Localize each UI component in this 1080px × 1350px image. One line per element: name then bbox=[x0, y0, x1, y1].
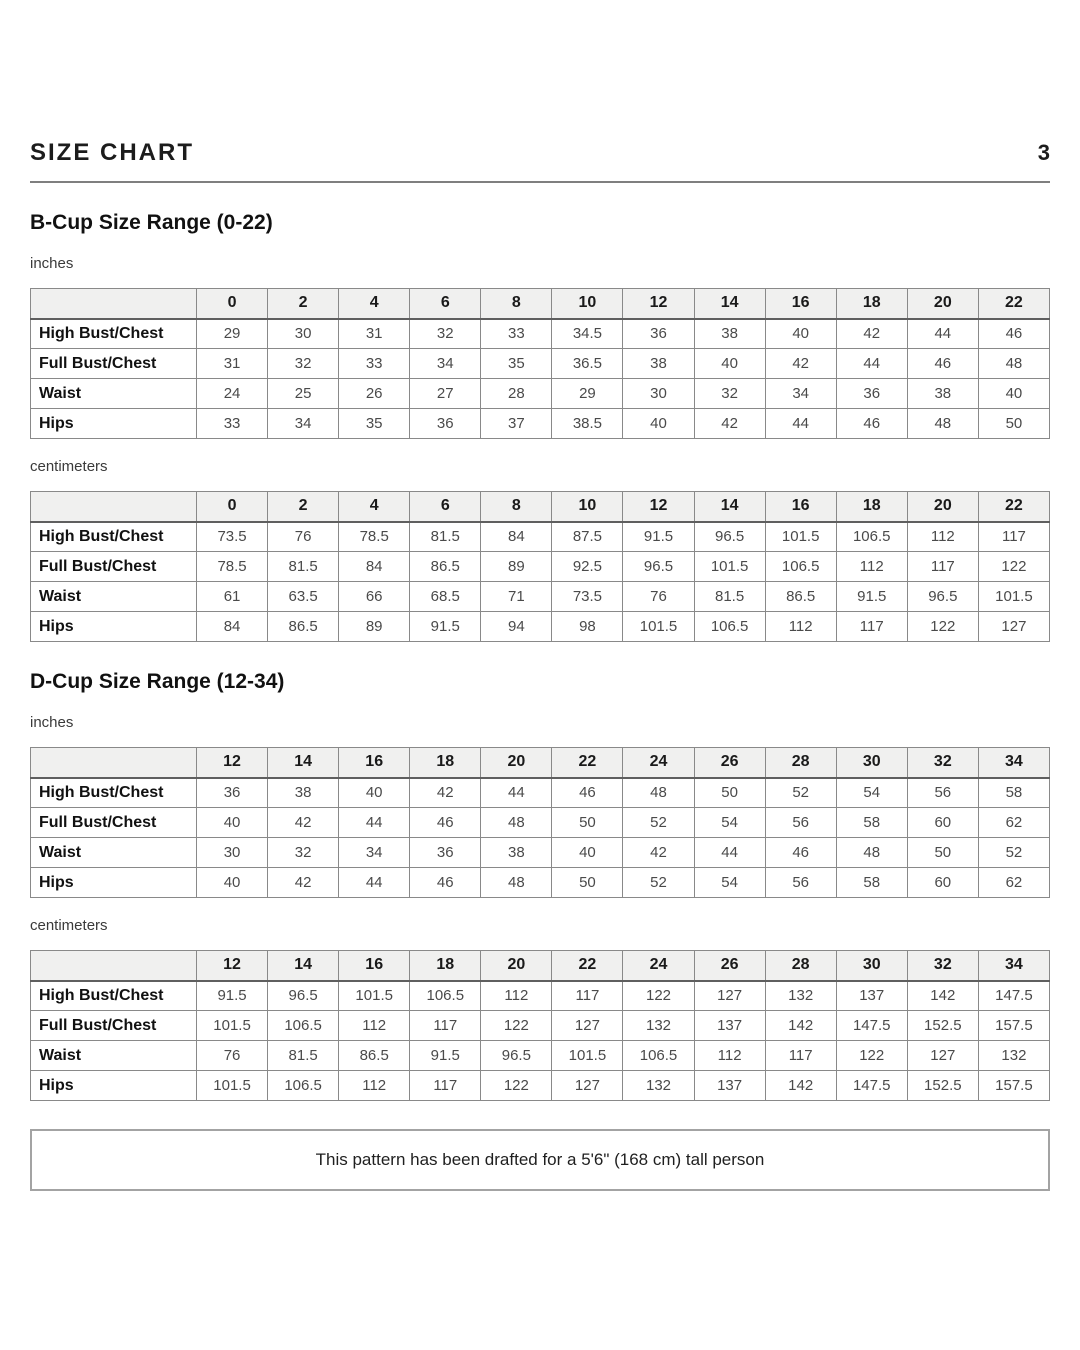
measurement-value-cell: 101.5 bbox=[694, 552, 765, 582]
size-header-cell: 10 bbox=[552, 289, 623, 319]
measurement-value-cell: 89 bbox=[339, 612, 410, 642]
size-header-cell: 14 bbox=[694, 492, 765, 522]
measurement-value-cell: 76 bbox=[623, 582, 694, 612]
measurement-value-cell: 117 bbox=[410, 1071, 481, 1101]
measurement-value-cell: 117 bbox=[978, 522, 1049, 552]
measurement-value-cell: 127 bbox=[552, 1011, 623, 1041]
size-header-cell: 12 bbox=[623, 492, 694, 522]
measurement-value-cell: 101.5 bbox=[339, 981, 410, 1011]
measurement-value-cell: 86.5 bbox=[268, 612, 339, 642]
measurement-value-cell: 40 bbox=[765, 319, 836, 349]
measurement-value-cell: 56 bbox=[765, 868, 836, 898]
measurement-value-cell: 73.5 bbox=[197, 522, 268, 552]
size-header-cell: 20 bbox=[907, 289, 978, 319]
measurement-row bbox=[31, 522, 1050, 552]
d-cup-centimeters-table bbox=[30, 950, 1050, 1101]
measurement-row bbox=[31, 612, 1050, 642]
measurement-value-cell: 46 bbox=[765, 838, 836, 868]
measurement-value-cell: 117 bbox=[907, 552, 978, 582]
measurement-value-cell: 42 bbox=[623, 838, 694, 868]
measurement-label: Full Bust/Chest bbox=[31, 349, 197, 379]
size-header-cell: 2 bbox=[268, 492, 339, 522]
measurement-value-cell: 132 bbox=[623, 1011, 694, 1041]
size-header-row bbox=[31, 748, 1050, 778]
b-cup-centimeters-table bbox=[30, 491, 1050, 642]
measurement-value-cell: 142 bbox=[765, 1011, 836, 1041]
measurement-value-cell: 66 bbox=[339, 582, 410, 612]
measurement-value-cell: 112 bbox=[907, 522, 978, 552]
measurement-value-cell: 46 bbox=[410, 808, 481, 838]
measurement-value-cell: 101.5 bbox=[978, 582, 1049, 612]
measurement-value-cell: 86.5 bbox=[765, 582, 836, 612]
measurement-value-cell: 36 bbox=[836, 379, 907, 409]
measurement-value-cell: 42 bbox=[410, 778, 481, 808]
measurement-value-cell: 81.5 bbox=[694, 582, 765, 612]
measurement-label: High Bust/Chest bbox=[31, 319, 197, 349]
measurement-value-cell: 34.5 bbox=[552, 319, 623, 349]
measurement-value-cell: 38 bbox=[623, 349, 694, 379]
measurement-value-cell: 44 bbox=[907, 319, 978, 349]
measurement-value-cell: 26 bbox=[339, 379, 410, 409]
measurement-value-cell: 48 bbox=[623, 778, 694, 808]
measurement-value-cell: 44 bbox=[765, 409, 836, 439]
size-header-cell: 4 bbox=[339, 492, 410, 522]
size-header-cell: 20 bbox=[907, 492, 978, 522]
measurement-value-cell: 36.5 bbox=[552, 349, 623, 379]
measurement-value-cell: 76 bbox=[197, 1041, 268, 1071]
measurement-value-cell: 35 bbox=[481, 349, 552, 379]
measurement-value-cell: 60 bbox=[907, 808, 978, 838]
measurement-value-cell: 142 bbox=[907, 981, 978, 1011]
measurement-value-cell: 122 bbox=[481, 1011, 552, 1041]
measurement-value-cell: 122 bbox=[481, 1071, 552, 1101]
measurement-row bbox=[31, 778, 1050, 808]
size-header-cell: 16 bbox=[339, 748, 410, 778]
measurement-value-cell: 101.5 bbox=[623, 612, 694, 642]
measurement-value-cell: 42 bbox=[268, 868, 339, 898]
measurement-value-cell: 84 bbox=[197, 612, 268, 642]
measurement-value-cell: 52 bbox=[623, 808, 694, 838]
measurement-value-cell: 132 bbox=[978, 1041, 1049, 1071]
measurement-row bbox=[31, 1011, 1050, 1041]
measurement-value-cell: 42 bbox=[268, 808, 339, 838]
measurement-value-cell: 56 bbox=[765, 808, 836, 838]
measurement-value-cell: 58 bbox=[836, 808, 907, 838]
measurement-value-cell: 34 bbox=[339, 838, 410, 868]
measurement-value-cell: 81.5 bbox=[410, 522, 481, 552]
size-header-cell: 32 bbox=[907, 748, 978, 778]
size-header-cell: 30 bbox=[836, 951, 907, 981]
measurement-value-cell: 36 bbox=[410, 409, 481, 439]
measurement-value-cell: 36 bbox=[410, 838, 481, 868]
measurement-value-cell: 38 bbox=[268, 778, 339, 808]
measurement-label: Hips bbox=[31, 868, 197, 898]
measurement-value-cell: 63.5 bbox=[268, 582, 339, 612]
unit-label-d-centimeters: centimeters bbox=[30, 917, 108, 934]
measurement-value-cell: 40 bbox=[694, 349, 765, 379]
measurement-value-cell: 50 bbox=[907, 838, 978, 868]
measurement-value-cell: 157.5 bbox=[978, 1071, 1049, 1101]
measurement-value-cell: 122 bbox=[907, 612, 978, 642]
size-header-cell: 22 bbox=[978, 289, 1049, 319]
corner-cell bbox=[31, 492, 197, 522]
measurement-value-cell: 91.5 bbox=[197, 981, 268, 1011]
measurement-row bbox=[31, 552, 1050, 582]
measurement-value-cell: 96.5 bbox=[907, 582, 978, 612]
measurement-value-cell: 137 bbox=[836, 981, 907, 1011]
measurement-value-cell: 33 bbox=[481, 319, 552, 349]
measurement-value-cell: 40 bbox=[339, 778, 410, 808]
measurement-value-cell: 96.5 bbox=[623, 552, 694, 582]
measurement-value-cell: 147.5 bbox=[836, 1011, 907, 1041]
measurement-value-cell: 81.5 bbox=[268, 1041, 339, 1071]
measurement-value-cell: 50 bbox=[552, 868, 623, 898]
measurement-value-cell: 50 bbox=[552, 808, 623, 838]
measurement-value-cell: 91.5 bbox=[410, 612, 481, 642]
measurement-value-cell: 101.5 bbox=[552, 1041, 623, 1071]
measurement-label: Full Bust/Chest bbox=[31, 1011, 197, 1041]
size-header-cell: 8 bbox=[481, 492, 552, 522]
measurement-value-cell: 117 bbox=[552, 981, 623, 1011]
size-header-cell: 14 bbox=[268, 951, 339, 981]
measurement-value-cell: 127 bbox=[978, 612, 1049, 642]
measurement-value-cell: 112 bbox=[481, 981, 552, 1011]
measurement-value-cell: 48 bbox=[481, 868, 552, 898]
page-title: SIZE CHART bbox=[30, 139, 194, 166]
measurement-label: Waist bbox=[31, 582, 197, 612]
size-header-cell: 26 bbox=[694, 951, 765, 981]
measurement-row bbox=[31, 838, 1050, 868]
measurement-value-cell: 46 bbox=[552, 778, 623, 808]
size-header-cell: 28 bbox=[765, 748, 836, 778]
measurement-value-cell: 34 bbox=[765, 379, 836, 409]
measurement-value-cell: 48 bbox=[481, 808, 552, 838]
measurement-value-cell: 101.5 bbox=[197, 1071, 268, 1101]
measurement-value-cell: 40 bbox=[197, 808, 268, 838]
measurement-value-cell: 122 bbox=[623, 981, 694, 1011]
measurement-value-cell: 81.5 bbox=[268, 552, 339, 582]
measurement-value-cell: 112 bbox=[339, 1071, 410, 1101]
measurement-row bbox=[31, 981, 1050, 1011]
size-header-cell: 16 bbox=[765, 289, 836, 319]
measurement-value-cell: 122 bbox=[978, 552, 1049, 582]
size-header-row bbox=[31, 289, 1050, 319]
measurement-value-cell: 132 bbox=[623, 1071, 694, 1101]
measurement-value-cell: 29 bbox=[552, 379, 623, 409]
measurement-value-cell: 157.5 bbox=[978, 1011, 1049, 1041]
size-header-cell: 10 bbox=[552, 492, 623, 522]
measurement-value-cell: 28 bbox=[481, 379, 552, 409]
size-header-cell: 0 bbox=[197, 492, 268, 522]
measurement-value-cell: 101.5 bbox=[765, 522, 836, 552]
size-header-cell: 32 bbox=[907, 951, 978, 981]
measurement-value-cell: 54 bbox=[694, 868, 765, 898]
d-cup-inches-table bbox=[30, 747, 1050, 898]
measurement-label: Hips bbox=[31, 1071, 197, 1101]
measurement-value-cell: 44 bbox=[339, 868, 410, 898]
size-header-cell: 18 bbox=[410, 748, 481, 778]
section-d-cup bbox=[30, 669, 1050, 1101]
measurement-value-cell: 56 bbox=[907, 778, 978, 808]
measurement-value-cell: 32 bbox=[268, 838, 339, 868]
measurement-value-cell: 98 bbox=[552, 612, 623, 642]
size-header-cell: 20 bbox=[481, 951, 552, 981]
measurement-value-cell: 38.5 bbox=[552, 409, 623, 439]
measurement-row bbox=[31, 379, 1050, 409]
size-header-cell: 14 bbox=[694, 289, 765, 319]
measurement-value-cell: 27 bbox=[410, 379, 481, 409]
measurement-label: Waist bbox=[31, 838, 197, 868]
measurement-value-cell: 96.5 bbox=[481, 1041, 552, 1071]
size-header-cell: 34 bbox=[978, 748, 1049, 778]
measurement-value-cell: 61 bbox=[197, 582, 268, 612]
measurement-value-cell: 96.5 bbox=[694, 522, 765, 552]
size-header-cell: 28 bbox=[765, 951, 836, 981]
measurement-value-cell: 62 bbox=[978, 868, 1049, 898]
measurement-value-cell: 48 bbox=[907, 409, 978, 439]
measurement-value-cell: 54 bbox=[694, 808, 765, 838]
measurement-value-cell: 52 bbox=[623, 868, 694, 898]
measurement-value-cell: 89 bbox=[481, 552, 552, 582]
measurement-value-cell: 48 bbox=[978, 349, 1049, 379]
measurement-value-cell: 68.5 bbox=[410, 582, 481, 612]
measurement-label: Waist bbox=[31, 1041, 197, 1071]
measurement-value-cell: 50 bbox=[978, 409, 1049, 439]
header-rule bbox=[30, 181, 1050, 183]
measurement-value-cell: 48 bbox=[836, 838, 907, 868]
measurement-value-cell: 106.5 bbox=[268, 1071, 339, 1101]
section-b-cup bbox=[30, 210, 1050, 642]
measurement-value-cell: 31 bbox=[197, 349, 268, 379]
measurement-value-cell: 152.5 bbox=[907, 1011, 978, 1041]
section-heading-d-cup: D-Cup Size Range (12-34) bbox=[30, 670, 285, 693]
measurement-value-cell: 44 bbox=[339, 808, 410, 838]
measurement-value-cell: 42 bbox=[836, 319, 907, 349]
measurement-value-cell: 34 bbox=[410, 349, 481, 379]
size-header-cell: 34 bbox=[978, 951, 1049, 981]
measurement-value-cell: 137 bbox=[694, 1071, 765, 1101]
measurement-value-cell: 31 bbox=[339, 319, 410, 349]
measurement-value-cell: 40 bbox=[197, 868, 268, 898]
measurement-label: Waist bbox=[31, 379, 197, 409]
page-header bbox=[30, 140, 1050, 166]
measurement-value-cell: 36 bbox=[623, 319, 694, 349]
measurement-value-cell: 25 bbox=[268, 379, 339, 409]
measurement-value-cell: 44 bbox=[836, 349, 907, 379]
size-header-cell: 22 bbox=[552, 748, 623, 778]
measurement-value-cell: 106.5 bbox=[765, 552, 836, 582]
size-header-cell: 20 bbox=[481, 748, 552, 778]
measurement-value-cell: 40 bbox=[623, 409, 694, 439]
measurement-value-cell: 38 bbox=[907, 379, 978, 409]
height-note-text: This pattern has been drafted for a 5'6" (168 cm) tall person bbox=[315, 1150, 765, 1169]
measurement-value-cell: 24 bbox=[197, 379, 268, 409]
measurement-label: High Bust/Chest bbox=[31, 522, 197, 552]
measurement-value-cell: 152.5 bbox=[907, 1071, 978, 1101]
measurement-value-cell: 127 bbox=[552, 1071, 623, 1101]
measurement-value-cell: 106.5 bbox=[836, 522, 907, 552]
corner-cell bbox=[31, 289, 197, 319]
measurement-value-cell: 32 bbox=[268, 349, 339, 379]
measurement-value-cell: 42 bbox=[694, 409, 765, 439]
measurement-value-cell: 137 bbox=[694, 1011, 765, 1041]
size-header-cell: 16 bbox=[765, 492, 836, 522]
measurement-value-cell: 54 bbox=[836, 778, 907, 808]
measurement-value-cell: 127 bbox=[907, 1041, 978, 1071]
size-header-row bbox=[31, 492, 1050, 522]
size-header-cell: 12 bbox=[197, 951, 268, 981]
measurement-value-cell: 32 bbox=[410, 319, 481, 349]
measurement-value-cell: 46 bbox=[907, 349, 978, 379]
measurement-label: Full Bust/Chest bbox=[31, 808, 197, 838]
size-header-cell: 6 bbox=[410, 289, 481, 319]
unit-label-d-inches: inches bbox=[30, 714, 74, 731]
size-header-cell: 0 bbox=[197, 289, 268, 319]
measurement-value-cell: 35 bbox=[339, 409, 410, 439]
measurement-value-cell: 73.5 bbox=[552, 582, 623, 612]
measurement-value-cell: 42 bbox=[765, 349, 836, 379]
measurement-value-cell: 112 bbox=[836, 552, 907, 582]
height-note-box bbox=[30, 1129, 1050, 1191]
measurement-value-cell: 132 bbox=[765, 981, 836, 1011]
measurement-value-cell: 106.5 bbox=[268, 1011, 339, 1041]
measurement-value-cell: 94 bbox=[481, 612, 552, 642]
measurement-value-cell: 29 bbox=[197, 319, 268, 349]
measurement-row bbox=[31, 1071, 1050, 1101]
size-header-cell: 24 bbox=[623, 748, 694, 778]
measurement-value-cell: 44 bbox=[481, 778, 552, 808]
measurement-row bbox=[31, 582, 1050, 612]
measurement-value-cell: 117 bbox=[836, 612, 907, 642]
size-header-cell: 18 bbox=[410, 951, 481, 981]
size-header-cell: 24 bbox=[623, 951, 694, 981]
section-heading-b-cup: B-Cup Size Range (0-22) bbox=[30, 211, 273, 234]
measurement-value-cell: 38 bbox=[481, 838, 552, 868]
measurement-row bbox=[31, 409, 1050, 439]
size-header-cell: 14 bbox=[268, 748, 339, 778]
measurement-value-cell: 30 bbox=[197, 838, 268, 868]
measurement-value-cell: 91.5 bbox=[623, 522, 694, 552]
size-header-row bbox=[31, 951, 1050, 981]
measurement-value-cell: 32 bbox=[694, 379, 765, 409]
size-header-cell: 2 bbox=[268, 289, 339, 319]
measurement-value-cell: 84 bbox=[481, 522, 552, 552]
measurement-value-cell: 91.5 bbox=[410, 1041, 481, 1071]
size-header-cell: 4 bbox=[339, 289, 410, 319]
measurement-value-cell: 52 bbox=[978, 838, 1049, 868]
measurement-value-cell: 46 bbox=[978, 319, 1049, 349]
size-header-cell: 26 bbox=[694, 748, 765, 778]
size-header-cell: 16 bbox=[339, 951, 410, 981]
measurement-value-cell: 127 bbox=[694, 981, 765, 1011]
measurement-value-cell: 46 bbox=[410, 868, 481, 898]
measurement-label: High Bust/Chest bbox=[31, 778, 197, 808]
size-header-cell: 22 bbox=[552, 951, 623, 981]
measurement-label: Hips bbox=[31, 409, 197, 439]
measurement-value-cell: 30 bbox=[623, 379, 694, 409]
measurement-value-cell: 78.5 bbox=[339, 522, 410, 552]
corner-cell bbox=[31, 748, 197, 778]
page-number: 3 bbox=[1037, 140, 1050, 165]
measurement-value-cell: 40 bbox=[552, 838, 623, 868]
measurement-value-cell: 33 bbox=[197, 409, 268, 439]
measurement-value-cell: 96.5 bbox=[268, 981, 339, 1011]
size-header-cell: 18 bbox=[836, 289, 907, 319]
measurement-value-cell: 117 bbox=[410, 1011, 481, 1041]
measurement-value-cell: 112 bbox=[339, 1011, 410, 1041]
measurement-row bbox=[31, 868, 1050, 898]
measurement-value-cell: 58 bbox=[836, 868, 907, 898]
size-header-cell: 8 bbox=[481, 289, 552, 319]
measurement-label: Full Bust/Chest bbox=[31, 552, 197, 582]
measurement-label: Hips bbox=[31, 612, 197, 642]
measurement-value-cell: 91.5 bbox=[836, 582, 907, 612]
measurement-value-cell: 76 bbox=[268, 522, 339, 552]
measurement-value-cell: 86.5 bbox=[410, 552, 481, 582]
measurement-value-cell: 92.5 bbox=[552, 552, 623, 582]
measurement-value-cell: 122 bbox=[836, 1041, 907, 1071]
measurement-value-cell: 34 bbox=[268, 409, 339, 439]
measurement-value-cell: 37 bbox=[481, 409, 552, 439]
measurement-value-cell: 60 bbox=[907, 868, 978, 898]
measurement-value-cell: 44 bbox=[694, 838, 765, 868]
size-header-cell: 12 bbox=[623, 289, 694, 319]
measurement-value-cell: 87.5 bbox=[552, 522, 623, 552]
size-header-cell: 12 bbox=[197, 748, 268, 778]
measurement-row bbox=[31, 319, 1050, 349]
measurement-value-cell: 40 bbox=[978, 379, 1049, 409]
measurement-value-cell: 106.5 bbox=[410, 981, 481, 1011]
measurement-value-cell: 38 bbox=[694, 319, 765, 349]
measurement-label: High Bust/Chest bbox=[31, 981, 197, 1011]
measurement-value-cell: 106.5 bbox=[694, 612, 765, 642]
size-header-cell: 22 bbox=[978, 492, 1049, 522]
measurement-value-cell: 62 bbox=[978, 808, 1049, 838]
measurement-value-cell: 86.5 bbox=[339, 1041, 410, 1071]
measurement-value-cell: 71 bbox=[481, 582, 552, 612]
measurement-value-cell: 147.5 bbox=[836, 1071, 907, 1101]
measurement-value-cell: 112 bbox=[765, 612, 836, 642]
measurement-value-cell: 30 bbox=[268, 319, 339, 349]
size-header-cell: 18 bbox=[836, 492, 907, 522]
unit-label-b-centimeters: centimeters bbox=[30, 458, 108, 475]
measurement-value-cell: 46 bbox=[836, 409, 907, 439]
measurement-row bbox=[31, 808, 1050, 838]
measurement-value-cell: 36 bbox=[197, 778, 268, 808]
measurement-value-cell: 58 bbox=[978, 778, 1049, 808]
unit-label-b-inches: inches bbox=[30, 255, 74, 272]
measurement-value-cell: 142 bbox=[765, 1071, 836, 1101]
measurement-value-cell: 50 bbox=[694, 778, 765, 808]
size-header-cell: 30 bbox=[836, 748, 907, 778]
b-cup-inches-table bbox=[30, 288, 1050, 439]
measurement-value-cell: 147.5 bbox=[978, 981, 1049, 1011]
measurement-value-cell: 84 bbox=[339, 552, 410, 582]
measurement-row bbox=[31, 349, 1050, 379]
corner-cell bbox=[31, 951, 197, 981]
measurement-value-cell: 33 bbox=[339, 349, 410, 379]
measurement-row bbox=[31, 1041, 1050, 1071]
measurement-value-cell: 52 bbox=[765, 778, 836, 808]
measurement-value-cell: 78.5 bbox=[197, 552, 268, 582]
measurement-value-cell: 117 bbox=[765, 1041, 836, 1071]
measurement-value-cell: 106.5 bbox=[623, 1041, 694, 1071]
measurement-value-cell: 101.5 bbox=[197, 1011, 268, 1041]
size-header-cell: 6 bbox=[410, 492, 481, 522]
measurement-value-cell: 112 bbox=[694, 1041, 765, 1071]
